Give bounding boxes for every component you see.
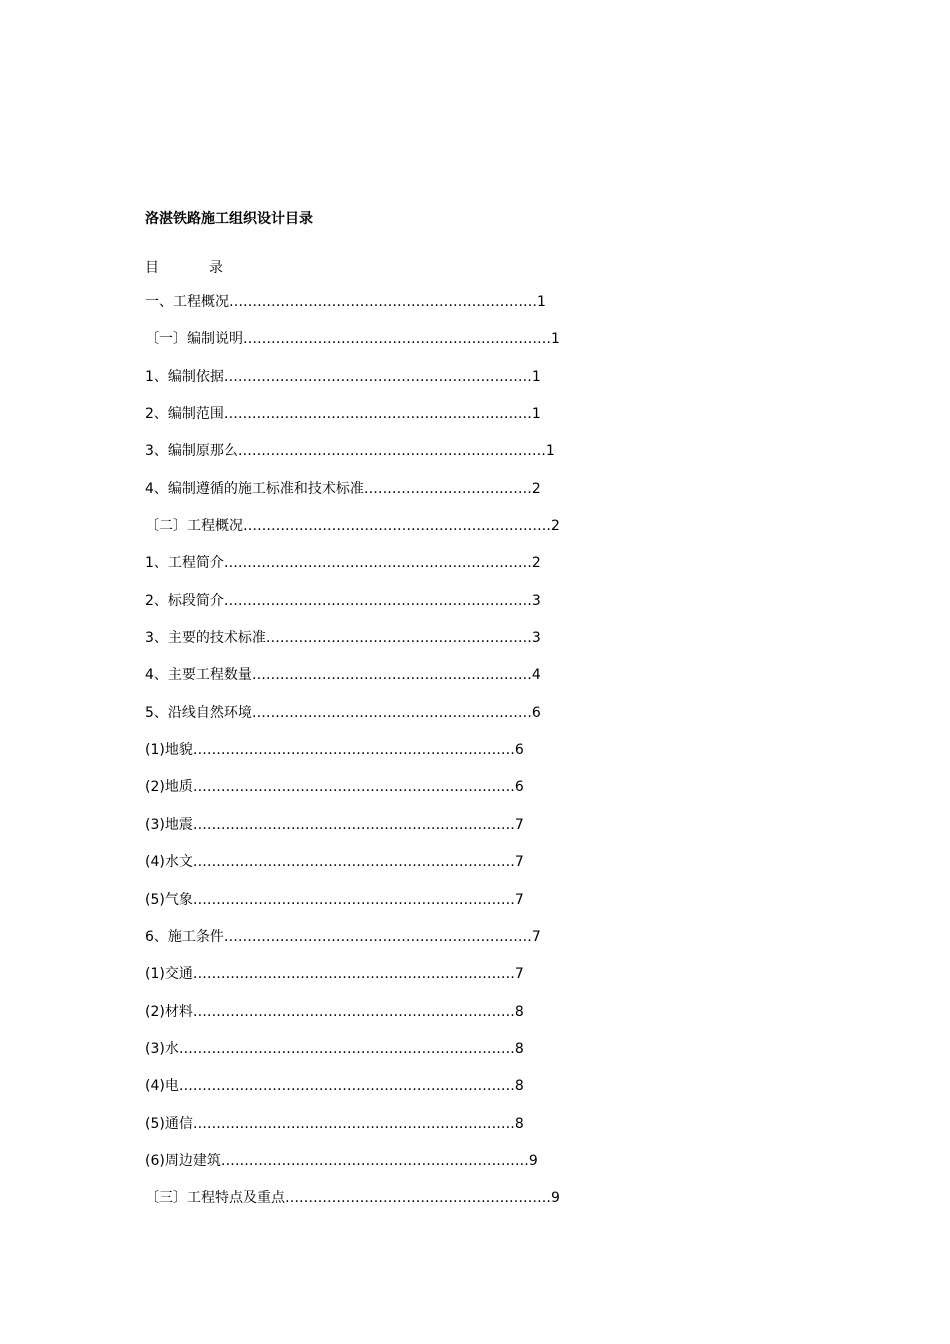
toc-entry[interactable]: 6、施工条件…………………………………………………………7	[145, 928, 541, 945]
toc-entry[interactable]: (3)水………………………………………………………………8	[145, 1040, 524, 1057]
toc-entry[interactable]: 一、工程概况…………………………………………………………1	[145, 294, 546, 310]
toc-entry[interactable]: 3、编制原那么…………………………………………………………1	[145, 443, 555, 460]
toc-entry[interactable]: (6)周边建筑…………………………………………………………9	[145, 1152, 538, 1169]
toc-entry[interactable]: (2)地质……………………………………………………………6	[145, 779, 524, 796]
toc-entry[interactable]: 4、编制遵循的施工标准和技术标准………………………………2	[145, 480, 541, 497]
toc-entry[interactable]: (1)交通……………………………………………………………7	[145, 966, 524, 983]
toc-entry[interactable]: (4)水文……………………………………………………………7	[145, 854, 524, 871]
toc-heading	[145, 257, 223, 277]
toc-heading-left: 目	[145, 260, 159, 276]
document-title: 洛湛铁路施工组织设计目录	[145, 211, 313, 227]
toc-entry[interactable]: (5)气象……………………………………………………………7	[145, 891, 524, 908]
toc-entry[interactable]: 〔二〕工程概况…………………………………………………………2	[145, 518, 560, 535]
toc-entry[interactable]: 1、编制依据…………………………………………………………1	[145, 368, 541, 385]
toc-entry[interactable]: 3、主要的技术标准…………………………………………………3	[145, 630, 541, 647]
toc-entry[interactable]: 1、工程简介…………………………………………………………2	[145, 555, 541, 572]
toc-heading-right: 录	[209, 260, 223, 276]
toc-entry[interactable]: (1)地貌……………………………………………………………6	[145, 742, 524, 759]
toc-entry[interactable]: 2、编制范围…………………………………………………………1	[145, 406, 541, 423]
toc-entry[interactable]: 4、主要工程数量……………………………………………………4	[145, 667, 541, 684]
toc-entry[interactable]: 〔一〕编制说明…………………………………………………………1	[145, 331, 560, 348]
toc-entry[interactable]: (5)通信……………………………………………………………8	[145, 1115, 524, 1132]
toc-entry[interactable]: 2、标段简介…………………………………………………………3	[145, 592, 541, 609]
toc-entry[interactable]: (4)电………………………………………………………………8	[145, 1078, 524, 1095]
toc-entry[interactable]: (2)材料……………………………………………………………8	[145, 1003, 524, 1020]
toc-entry[interactable]: 5、沿线自然环境……………………………………………………6	[145, 704, 541, 721]
toc-entry[interactable]: (3)地震……………………………………………………………7	[145, 816, 524, 833]
table-of-contents	[145, 292, 560, 1226]
toc-entry[interactable]: 〔三〕工程特点及重点…………………………………………………9	[145, 1190, 560, 1207]
